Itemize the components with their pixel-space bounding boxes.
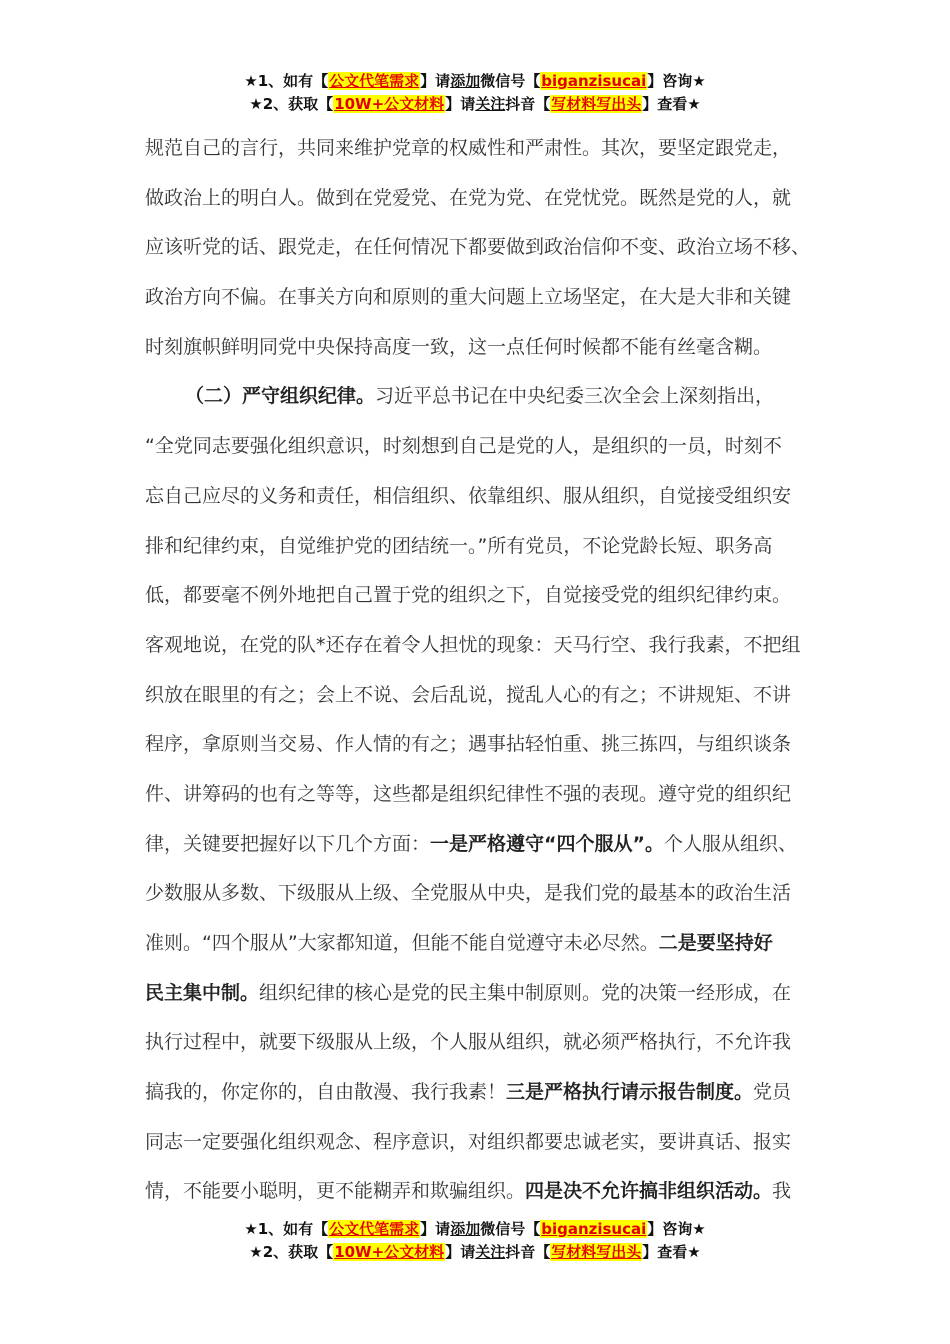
banner-line-2 bbox=[0, 93, 950, 116]
text-segment: 组织纪律的核心是党的民主集中制原则。党的决策一经形成，在 bbox=[259, 981, 792, 1004]
point-four-heading: 四是决不允许搞非组织活动。 bbox=[525, 1180, 773, 1203]
banner-text: 】请 bbox=[420, 72, 451, 90]
text-line: 客观地说，在党的队*还存在着令人担忧的现象：天马行空、我行我素，不把组 bbox=[145, 633, 801, 656]
banner-line-2 bbox=[0, 1241, 950, 1264]
banner-text: ★1、如有【 bbox=[244, 72, 329, 90]
text-segment: 搞我的，你定你的，自由散漫、我行我素！ bbox=[145, 1081, 507, 1104]
banner-text: 微信号【 bbox=[480, 1220, 541, 1238]
banner-text: 】咨询★ bbox=[647, 72, 706, 90]
text-segment: 律，关键要把握好以下几个方面： bbox=[145, 832, 431, 855]
text-line: “全党同志要强化组织意识，时刻想到自己是党的人，是组织的一员，时刻不 bbox=[145, 435, 782, 458]
text-line: 应该听党的话、跟党走，在任何情况下都要做到政治信仰不变、政治立场不移、 bbox=[145, 236, 811, 259]
banner-text: 】请 bbox=[445, 95, 476, 113]
text-segment: 习近平总书记在中央纪委三次全会上深刻指出， bbox=[375, 385, 775, 408]
highlight-wechat-id: biganzisucai bbox=[541, 1220, 647, 1238]
highlight-service: 公文代笔需求 bbox=[329, 72, 420, 90]
text-segment: 我 bbox=[772, 1180, 792, 1203]
text-line bbox=[145, 1068, 815, 1118]
text-line: 规范自己的言行，共同来维护党章的权威性和严肃性。其次，要坚定跟党走， bbox=[145, 137, 792, 159]
banner-text: 抖音【 bbox=[505, 1243, 551, 1261]
text-line: 做政治上的明白人。做到在党爱党、在党为党、在党忧党。既然是党的人，就 bbox=[145, 186, 792, 209]
text-segment: 党员 bbox=[753, 1081, 792, 1104]
banner-text: 】请 bbox=[420, 1220, 451, 1238]
footer-banner bbox=[0, 1218, 950, 1264]
banner-underline: 关注 bbox=[475, 95, 506, 113]
highlight-materials: 10W+公文材料 bbox=[334, 95, 445, 113]
text-line: 少数服从多数、下级服从上级、全党服从中央，是我们党的最基本的政治生活 bbox=[145, 882, 792, 905]
text-segment: 情，不能要小聪明，更不能糊弄和欺骗组织。 bbox=[145, 1180, 526, 1203]
section-heading: （二）严守组织纪律。 bbox=[185, 385, 376, 408]
banner-text: 】查看★ bbox=[642, 1243, 701, 1261]
highlight-materials: 10W+公文材料 bbox=[334, 1243, 445, 1261]
text-line bbox=[145, 1167, 815, 1217]
section-heading-line bbox=[145, 372, 815, 422]
banner-underline: 添加 bbox=[450, 72, 481, 90]
banner-line-1 bbox=[0, 1218, 950, 1241]
text-line: 排和纪律约束，自觉维护党的团结统一。”所有党员，不论党龄长短、职务高 bbox=[145, 534, 773, 557]
highlight-douyin-id: 写材料写出头 bbox=[551, 95, 642, 113]
text-line: 同志一定要强化组织观念、程序意识，对组织都要忠诚老实，要讲真话、报实 bbox=[145, 1130, 792, 1153]
banner-text: ★2、获取【 bbox=[249, 95, 334, 113]
point-one-heading: 一是严格遵守“四个服从”。 bbox=[430, 832, 664, 855]
highlight-wechat-id: biganzisucai bbox=[541, 72, 647, 90]
text-line bbox=[145, 969, 815, 1019]
point-three-heading: 三是严格执行请示报告制度。 bbox=[506, 1081, 754, 1104]
banner-underline: 添加 bbox=[450, 1220, 481, 1238]
text-line: 政治方向不偏。在事关方向和原则的重大问题上立场坚定，在大是大非和关键 bbox=[145, 286, 792, 309]
banner-text: ★2、获取【 bbox=[249, 1243, 334, 1261]
text-line: 时刻旗帜鲜明同党中央保持高度一致，这一点任何时候都不能有丝毫含糊。 bbox=[145, 335, 773, 358]
header-banner bbox=[0, 70, 950, 116]
banner-text: 】查看★ bbox=[642, 95, 701, 113]
text-line: 织放在眼里的有之；会上不说、会后乱说，搅乱人心的有之；不讲规矩、不讲 bbox=[145, 683, 792, 706]
highlight-douyin-id: 写材料写出头 bbox=[551, 1243, 642, 1261]
banner-underline: 关注 bbox=[475, 1243, 506, 1261]
document-body bbox=[145, 124, 815, 1217]
banner-text: ★1、如有【 bbox=[244, 1220, 329, 1238]
banner-line-1 bbox=[0, 70, 950, 93]
text-line: 程序，拿原则当交易、作人情的有之；遇事拈轻怕重、挑三拣四，与组织谈条 bbox=[145, 733, 792, 756]
text-line: 件、讲筹码的也有之等等，这些都是组织纪律性不强的表现。遵守党的组织纪 bbox=[145, 782, 792, 805]
banner-text: 】请 bbox=[445, 1243, 476, 1261]
banner-text: 抖音【 bbox=[505, 95, 551, 113]
text-line bbox=[145, 919, 815, 969]
highlight-service: 公文代笔需求 bbox=[329, 1220, 420, 1238]
banner-text: 】咨询★ bbox=[647, 1220, 706, 1238]
text-segment: 个人服从组织、 bbox=[664, 832, 798, 855]
point-two-heading-cont: 民主集中制。 bbox=[145, 981, 260, 1004]
text-line bbox=[145, 820, 815, 870]
point-two-heading: 二是要坚持好 bbox=[658, 932, 773, 954]
text-line: 忘自己应尽的义务和责任，相信组织、依靠组织、服从组织，自觉接受组织安 bbox=[145, 484, 792, 507]
text-line: 执行过程中，就要下级服从上级，个人服从组织，就必须严格执行，不允许我 bbox=[145, 1031, 792, 1054]
text-line: 低，都要毫不例外地把自己置于党的组织之下，自觉接受党的组织纪律约束。 bbox=[145, 584, 792, 607]
text-segment: 准则。“四个服从”大家都知道，但能不能自觉遵守未必尽然。 bbox=[145, 932, 659, 954]
banner-text: 微信号【 bbox=[480, 72, 541, 90]
